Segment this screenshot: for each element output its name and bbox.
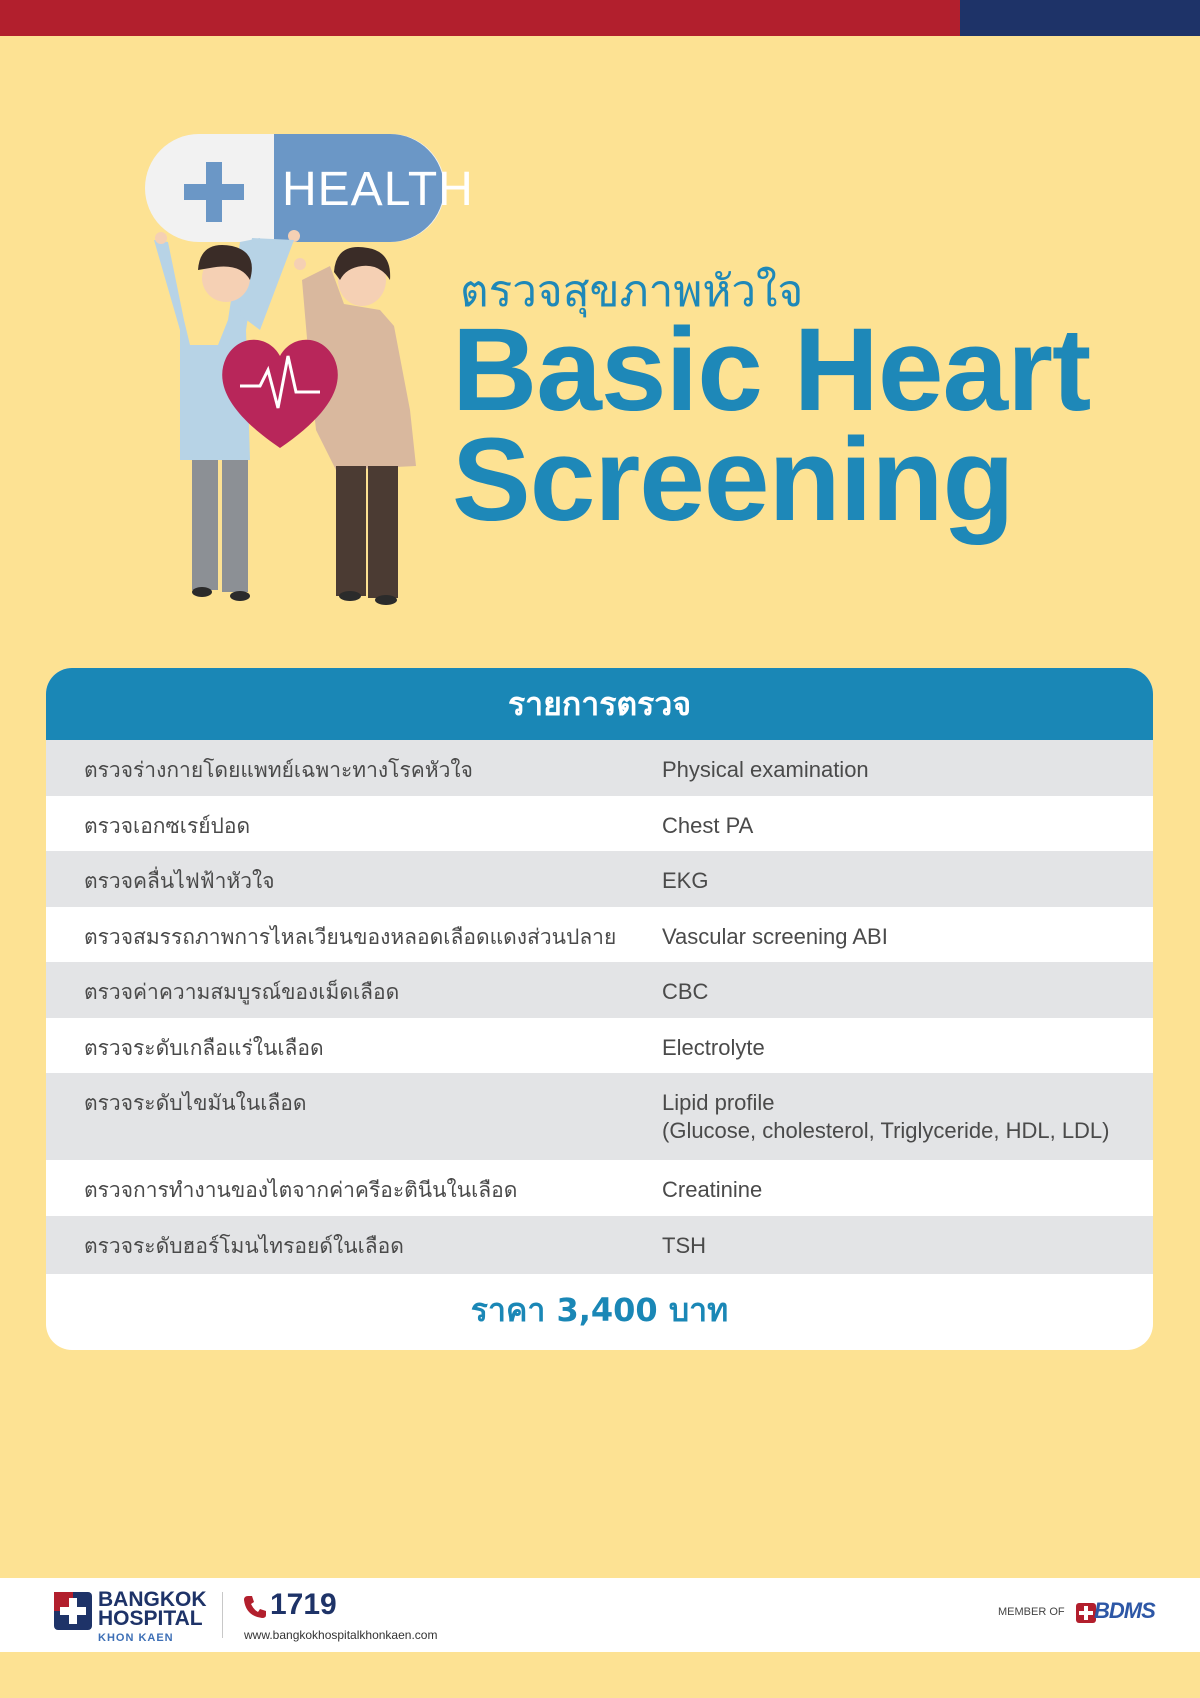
row-thai: ตรวจสมรรถภาพการไหลเวียนของหลอดเลือดแดงส่วนปลาย (84, 925, 617, 949)
row-english: Physical examination (662, 757, 869, 782)
title-thai: ตรวจสุขภาพหัวใจ (460, 266, 804, 317)
row-english-sub: (Glucose, cholesterol, Triglyceride, HDL, LDL) (662, 1118, 1110, 1143)
logo-line1: BANGKOK (98, 1588, 207, 1611)
health-badge-label: HEALTH (282, 163, 474, 216)
row-english: Electrolyte (662, 1035, 765, 1060)
phone-number[interactable]: 1719 (270, 1588, 337, 1621)
bangkok-hospital-logo-icon (54, 1592, 92, 1630)
top-bar-red (0, 0, 960, 36)
member-of-label: MEMBER OF (998, 1606, 1065, 1618)
row-thai: ตรวจเอกซเรย์ปอด (84, 814, 251, 838)
bdms-logo-icon (1076, 1603, 1096, 1623)
phone-icon (242, 1594, 268, 1620)
table-row (46, 740, 1153, 796)
bdms-logo-text: BDMS (1094, 1598, 1155, 1623)
logo-sub: KHON KAEN (98, 1632, 174, 1644)
row-thai: ตรวจระดับเกลือแร่ในเลือด (84, 1036, 324, 1060)
price-label: ราคา 3,400 บาท (470, 1291, 729, 1329)
row-english: CBC (662, 979, 709, 1004)
table-row (46, 962, 1153, 1018)
table-row (46, 851, 1153, 907)
row-thai: ตรวจระดับไขมันในเลือด (84, 1091, 307, 1115)
top-bar-blue (960, 0, 1200, 36)
row-english: Chest PA (662, 813, 754, 838)
row-english: Creatinine (662, 1177, 763, 1202)
row-thai: ตรวจค่าความสมบูรณ์ของเม็ดเลือด (84, 980, 400, 1004)
row-english: EKG (662, 868, 709, 893)
row-thai: ตรวจคลื่นไฟฟ้าหัวใจ (84, 869, 275, 893)
row-english: TSH (662, 1233, 706, 1258)
logo-line2: HOSPITAL (98, 1607, 203, 1630)
row-thai: ตรวจการทำงานของไตจากค่าครีอะตินีนในเลือด (84, 1178, 518, 1202)
table-row (46, 907, 1153, 962)
test-list-card (46, 668, 1153, 1350)
table-row (46, 1216, 1153, 1274)
row-thai: ตรวจระดับฮอร์โมนไทรอยด์ในเลือด (84, 1234, 404, 1258)
card-header: รายการตรวจ (46, 668, 1153, 740)
footer-divider (222, 1592, 223, 1638)
title-en-line1: Basic Heart (452, 304, 1091, 436)
row-thai: ตรวจร่างกายโดยแพทย์เฉพาะทางโรคหัวใจ (84, 758, 473, 782)
title-en-line2: Screening (452, 414, 1014, 546)
footer (0, 1578, 1200, 1652)
row-english (662, 1073, 1153, 1160)
row-english: Vascular screening ABI (662, 924, 888, 949)
table-row (46, 1018, 1153, 1073)
table-row (46, 796, 1153, 851)
table-row (46, 1073, 1153, 1160)
website-link[interactable]: www.bangkokhospitalkhonkaen.com (244, 1628, 438, 1642)
logo-name (98, 1590, 207, 1628)
man-figure (294, 247, 416, 605)
table-row (46, 1160, 1153, 1216)
row-english-main: Lipid profile (662, 1090, 775, 1115)
